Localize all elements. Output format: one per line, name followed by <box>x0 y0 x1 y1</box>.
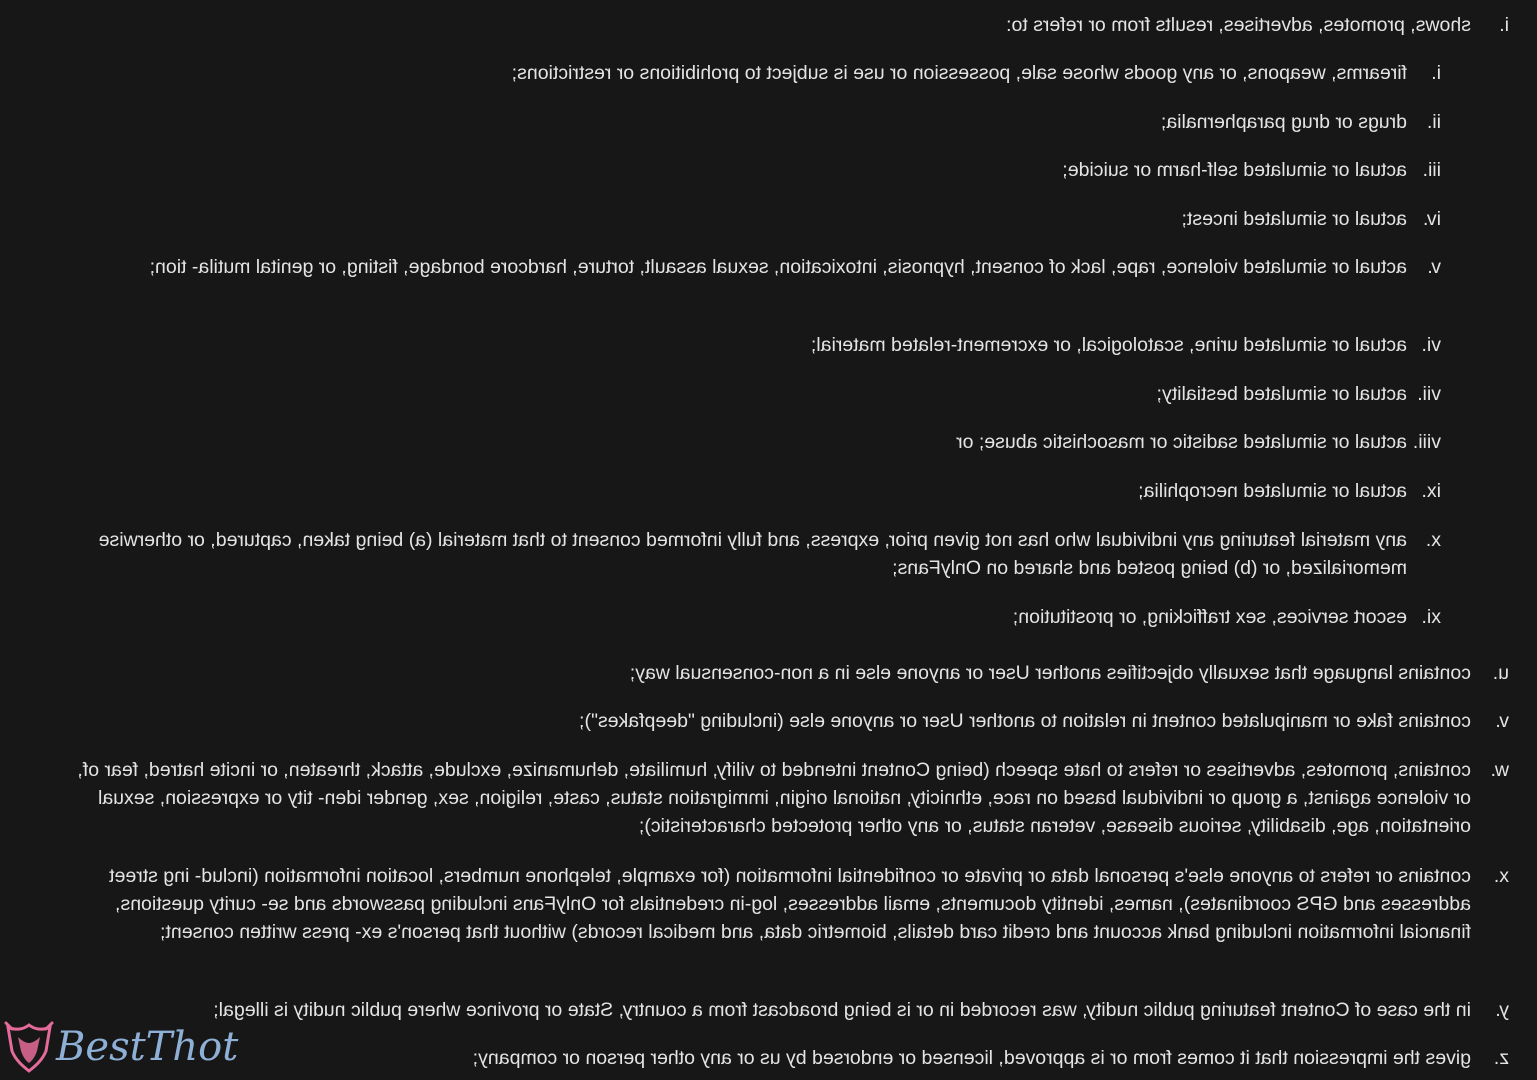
sub-list-item <box>61 526 1441 582</box>
sub-list-item <box>61 59 1441 87</box>
list-item <box>64 862 1509 946</box>
sub-list-text: actual or simulated necrophilia; <box>1138 480 1407 502</box>
list-text: contains or refers to anyone else's personal data or private or confidential information (for example, telephone numbers, location information (includ- ing street addresses and GPS coordinates), names, identity documents, email addresses, log-in credentials for OnlyFans including passwords and se- curity questions, financial information including bank account and credit card details, biometric data, and medical records) without that person's ex- press written consent; <box>109 865 1471 943</box>
watermark-logo <box>4 1018 238 1076</box>
list-marker: x. <box>1493 865 1509 887</box>
sub-list-marker: ix. <box>1421 480 1441 502</box>
list-marker: z. <box>1493 1047 1509 1069</box>
sub-list-marker: vi. <box>1421 334 1441 356</box>
list-text: contains, promotes, advertises or refers to hate speech (being Content intended to vilify, humiliate, dehumanize, exclude, attack, threaten, or incite hatred, fear of, or violence against, a group or individual based on race, ethnicity, national origin, immigration status, caste, religion, sex, gender iden- tity or expression, sexual orientation, age, disability, serious disease, veteran status, or any other protected characteristic); <box>77 759 1471 837</box>
sub-list-item <box>61 253 1441 281</box>
sub-list-text: actual or simulated sadistic or masochistic abuse; or <box>956 431 1407 453</box>
list-text: contains fake or manipulated content in relation to another User or anyone else (including "deepfakes"); <box>579 710 1471 732</box>
sub-list-marker: vii. <box>1417 383 1441 405</box>
list-item <box>64 996 1509 1024</box>
pink-shield-icon <box>4 1021 54 1073</box>
list-item <box>64 11 1509 39</box>
watermark-text: BestThot <box>56 1024 239 1070</box>
list-text: gives the impression that it comes from or is approved, licensed or endorsed by us or any other person or company; <box>472 1047 1471 1069</box>
sub-list-text: actual or simulated urine, scatological, or excrement-related material; <box>810 334 1407 356</box>
list-item <box>64 707 1509 735</box>
list-text: shows, promotes, advertises, results from or refers to: <box>1006 14 1471 36</box>
sub-list-item <box>61 205 1441 233</box>
list-text: in the case of Content featuring public nudity, was recorded in or is being broadcast from a country, State or province where public nudity is illegal; <box>213 999 1471 1021</box>
list-item <box>64 1044 1509 1072</box>
sub-list-text: any material featuring any individual who has not given prior, express, and fully informed consent to that material (a) being taken, captured, or otherwise memorialized, or (b) being posted and shared on OnlyFans; <box>98 529 1407 579</box>
sub-list-text: actual or simulated violence, rape, lack of consent, hypnosis, intoxication, sexual assault, torture, hardcore bondage, fisting, or genital mutila- tion; <box>149 256 1407 278</box>
list-marker: v. <box>1495 710 1509 732</box>
sub-list-marker: iv. <box>1422 208 1441 230</box>
sub-list-marker: viii. <box>1412 431 1441 453</box>
list-marker: i. <box>1499 14 1509 36</box>
list-marker: w. <box>1490 759 1509 781</box>
sub-list-marker: xi. <box>1421 606 1441 628</box>
sub-list-text: drugs or drug paraphernalia; <box>1160 111 1407 133</box>
list-item <box>64 659 1509 687</box>
list-text: contains language that sexually objectifies another User or anyone else in a non-consensual way; <box>629 662 1471 684</box>
sub-list-text: firearms, weapons, or any goods whose sale, possession or use is subject to prohibitions or restrictions; <box>511 62 1407 84</box>
sub-list-item <box>61 380 1441 408</box>
sub-list-item <box>61 108 1441 136</box>
sub-list-marker: ii. <box>1426 111 1441 133</box>
sub-list-item <box>61 331 1441 359</box>
list-marker: u. <box>1492 662 1509 684</box>
list-item <box>64 756 1509 840</box>
sub-list-text: actual or simulated bestiality; <box>1156 383 1407 405</box>
sub-list-text: actual or simulated incest; <box>1181 208 1407 230</box>
sub-list-item <box>61 156 1441 184</box>
list-marker: y. <box>1495 999 1509 1021</box>
sub-list-item <box>61 477 1441 505</box>
sub-list-marker: iii. <box>1422 159 1441 181</box>
sub-list-marker: v. <box>1427 256 1441 278</box>
sub-list-item <box>61 428 1441 456</box>
sub-list-marker: i. <box>1431 62 1441 84</box>
sub-list-text: actual or simulated self-harm or suicide; <box>1062 159 1407 181</box>
sub-list-marker: x. <box>1425 529 1441 551</box>
sub-list-item <box>61 603 1441 631</box>
sub-list-text: escort services, sex trafficking, or prostitution; <box>1012 606 1407 628</box>
